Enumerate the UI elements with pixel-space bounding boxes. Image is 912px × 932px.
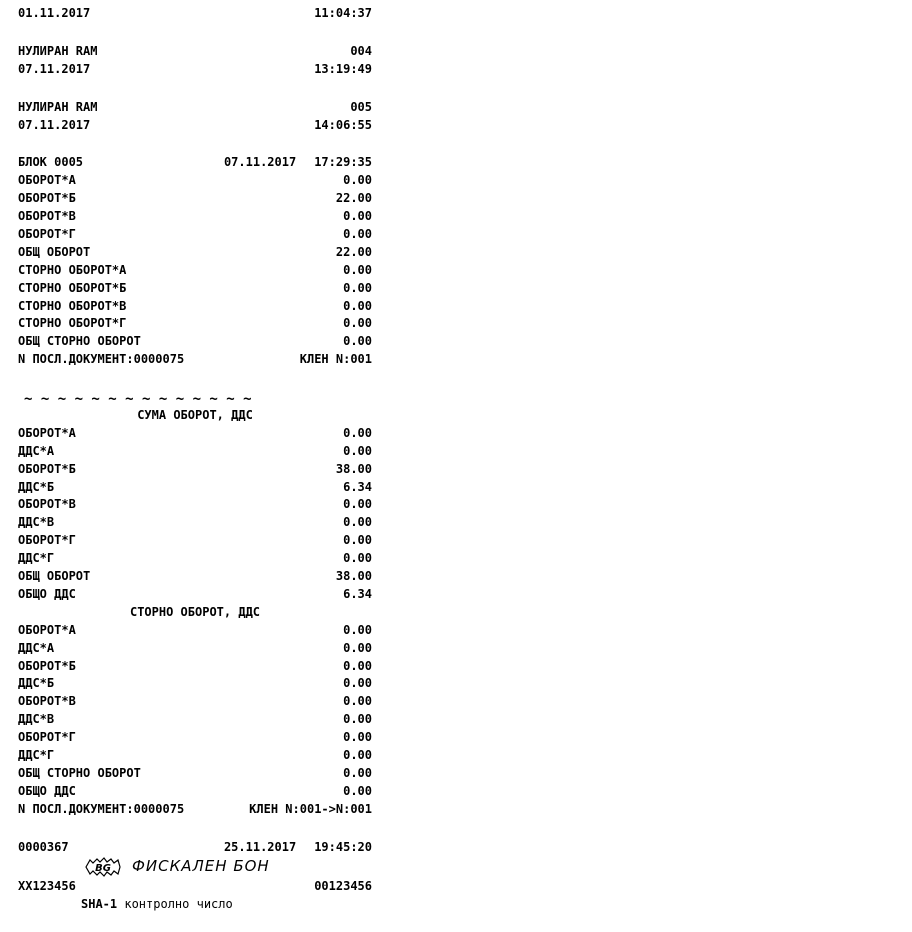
block-row: [18, 226, 372, 244]
row-value: 0.00: [343, 497, 372, 512]
row-label: ДДС*Г: [18, 747, 55, 762]
row-label: ОБЩО ДДС: [18, 783, 76, 798]
row-value: 38.00: [335, 461, 372, 476]
ram-reset-date: 07.11.2017: [18, 117, 91, 132]
ram-reset-label: НУЛИРАН RAM: [18, 99, 98, 114]
ram-reset-label: НУЛИРАН RAM: [18, 43, 98, 58]
row-label: ОБОРОТ*Г: [18, 533, 76, 548]
storno-row: [18, 640, 372, 658]
block-row: [18, 298, 372, 316]
block-row: [18, 333, 372, 351]
row-label: ОБОРОТ*А: [18, 622, 76, 637]
row-label: ДДС*А: [18, 443, 55, 458]
row-value: 0.00: [343, 262, 372, 277]
block-row: [18, 244, 372, 262]
ram-reset-date: 07.11.2017: [18, 61, 91, 76]
fiscal-doc-number: 0000367: [18, 839, 69, 854]
ram-reset-time: 13:19:49: [314, 61, 372, 76]
row-value: 0.00: [343, 334, 372, 349]
row-label: ОБЩ ОБОРОТ: [18, 244, 91, 259]
fiscal-date: 25.11.2017: [223, 839, 297, 854]
row-value: 22.00: [335, 244, 372, 259]
ram-reset-row: [18, 99, 372, 117]
row-value: 6.34: [343, 479, 372, 494]
storno-row: [18, 622, 372, 640]
block-date: 07.11.2017: [223, 155, 297, 170]
header-row: [18, 5, 372, 23]
row-label: ДДС*Б: [18, 479, 55, 494]
row-value: 0.00: [343, 227, 372, 242]
sha-label-suffix: контролно число: [124, 897, 233, 912]
row-value: 0.00: [343, 425, 372, 440]
row-label: СТОРНО ОБОРОТ*Г: [18, 316, 127, 331]
row-label: ДДС*В: [18, 712, 55, 727]
spacer: [18, 23, 372, 43]
fiscal-ids-row: [18, 878, 372, 896]
storno-row: [18, 783, 372, 801]
fiscal-header-row: [18, 839, 372, 857]
row-value: 0.00: [343, 533, 372, 548]
row-label: ДДС*Б: [18, 676, 55, 691]
sum-row: [18, 568, 372, 586]
device-id: XX123456: [18, 879, 76, 894]
last-document: N ПОСЛ.ДОКУМЕНТ:0000075: [18, 801, 185, 816]
row-value: 0.00: [343, 443, 372, 458]
block-row: [18, 315, 372, 333]
row-value: 0.00: [343, 783, 372, 798]
block-header-row: [18, 154, 372, 172]
row-label: ОБОРОТ*В: [18, 497, 76, 512]
row-label: ОБЩ ОБОРОТ: [18, 569, 91, 584]
row-label: ОБОРОТ*В: [18, 694, 76, 709]
row-label: ОБОРОТ*В: [18, 209, 76, 224]
sum-row: [18, 586, 372, 604]
row-value: 0.00: [343, 712, 372, 727]
row-value: 0.00: [343, 209, 372, 224]
row-value: 0.00: [343, 640, 372, 655]
storno-row: [18, 711, 372, 729]
row-value: 0.00: [343, 747, 372, 762]
row-value: 0.00: [343, 730, 372, 745]
fiscal-memory-id: 00123456: [314, 879, 372, 894]
row-label: ОБОРОТ*Б: [18, 461, 76, 476]
row-value: 6.34: [343, 586, 372, 601]
storno-row: [18, 675, 372, 693]
row-value: 0.00: [343, 173, 372, 188]
block-label: БЛОК 0005: [18, 155, 84, 170]
row-value: 0.00: [343, 694, 372, 709]
row-value: 0.00: [343, 676, 372, 691]
block-row: [18, 262, 372, 280]
row-label: ОБОРОТ*Г: [18, 730, 76, 745]
storno-row: [18, 747, 372, 765]
row-label: ОБОРОТ*Г: [18, 227, 76, 242]
sum-rows: [18, 425, 372, 604]
spacer: [18, 134, 372, 154]
block-footer-row: [18, 351, 372, 369]
fiscal-receipt-title: ФИСКАЛЕН БОН: [132, 857, 270, 876]
block-time: 17:29:35: [314, 155, 372, 170]
block-row: [18, 190, 372, 208]
sum-row: [18, 461, 372, 479]
fiscal-time: 19:45:20: [314, 839, 372, 854]
row-value: 0.00: [343, 298, 372, 313]
row-label: ДДС*А: [18, 640, 55, 655]
block-row: [18, 172, 372, 190]
sum-row: [18, 443, 372, 461]
row-label: ОБОРОТ*Б: [18, 191, 76, 206]
sum-row: [18, 514, 372, 532]
klen-range: КЛЕН N:001->N:001: [249, 801, 372, 816]
tilde-separator: ~ ~ ~ ~ ~ ~ ~ ~ ~ ~ ~ ~ ~ ~: [24, 391, 252, 408]
spacer: [18, 819, 372, 839]
row-label: ОБЩ СТОРНО ОБОРОТ: [18, 334, 141, 349]
row-value: 22.00: [335, 191, 372, 206]
storno-rows: [18, 622, 372, 801]
sha-line: [18, 896, 372, 914]
block-row: [18, 208, 372, 226]
ram-reset-number: 005: [350, 99, 372, 114]
fiscal-title-row: [18, 856, 372, 878]
row-label: ДДС*В: [18, 515, 55, 530]
row-value: 0.00: [343, 658, 372, 673]
row-label: ОБОРОТ*А: [18, 425, 76, 440]
sum-row: [18, 425, 372, 443]
sum-row: [18, 532, 372, 550]
row-value: 0.00: [343, 515, 372, 530]
row-label: ОБЩ СТОРНО ОБОРОТ: [18, 765, 141, 780]
row-value: 0.00: [343, 280, 372, 295]
sum-section-title: СУМА ОБОРОТ, ДДС: [137, 408, 253, 423]
row-value: 0.00: [343, 316, 372, 331]
ram-reset-time: 14:06:55: [314, 117, 372, 132]
bg-logo-icon: [84, 857, 122, 877]
row-value: 0.00: [343, 622, 372, 637]
row-value: 0.00: [343, 765, 372, 780]
row-value: 38.00: [335, 569, 372, 584]
ram-reset-datetime-row: [18, 61, 372, 79]
spacer: [18, 369, 372, 389]
storno-row: [18, 658, 372, 676]
sum-row: [18, 479, 372, 497]
bg-logo-text: BG: [95, 863, 111, 875]
row-label: ОБОРОТ*А: [18, 173, 76, 188]
block-rows: [18, 172, 372, 351]
last-document: N ПОСЛ.ДОКУМЕНТ:0000075: [18, 352, 185, 367]
row-label: ОБЩО ДДС: [18, 586, 76, 601]
sha-label-prefix: SHA-1: [81, 897, 118, 912]
storno-row: [18, 729, 372, 747]
klen-number: КЛЕН N:001: [299, 352, 372, 367]
header-date: 01.11.2017: [18, 6, 91, 20]
spacer: [18, 79, 372, 99]
sum-row: [18, 496, 372, 514]
sum-row: [18, 550, 372, 568]
fiscal-receipt: [18, 5, 372, 914]
row-label: СТОРНО ОБОРОТ*Б: [18, 280, 127, 295]
storno-footer-row: [18, 801, 372, 819]
row-value: 0.00: [343, 551, 372, 566]
block-row: [18, 280, 372, 298]
ram-reset-number: 004: [350, 43, 372, 58]
storno-row: [18, 765, 372, 783]
ram-reset-row: [18, 43, 372, 61]
storno-section-title: СТОРНО ОБОРОТ, ДДС: [129, 604, 261, 619]
row-label: ОБОРОТ*Б: [18, 658, 76, 673]
row-label: ДДС*Г: [18, 551, 55, 566]
storno-row: [18, 693, 372, 711]
ram-reset-datetime-row: [18, 117, 372, 135]
row-label: СТОРНО ОБОРОТ*В: [18, 298, 127, 313]
header-time: 11:04:37: [314, 6, 372, 20]
row-label: СТОРНО ОБОРОТ*А: [18, 262, 127, 277]
